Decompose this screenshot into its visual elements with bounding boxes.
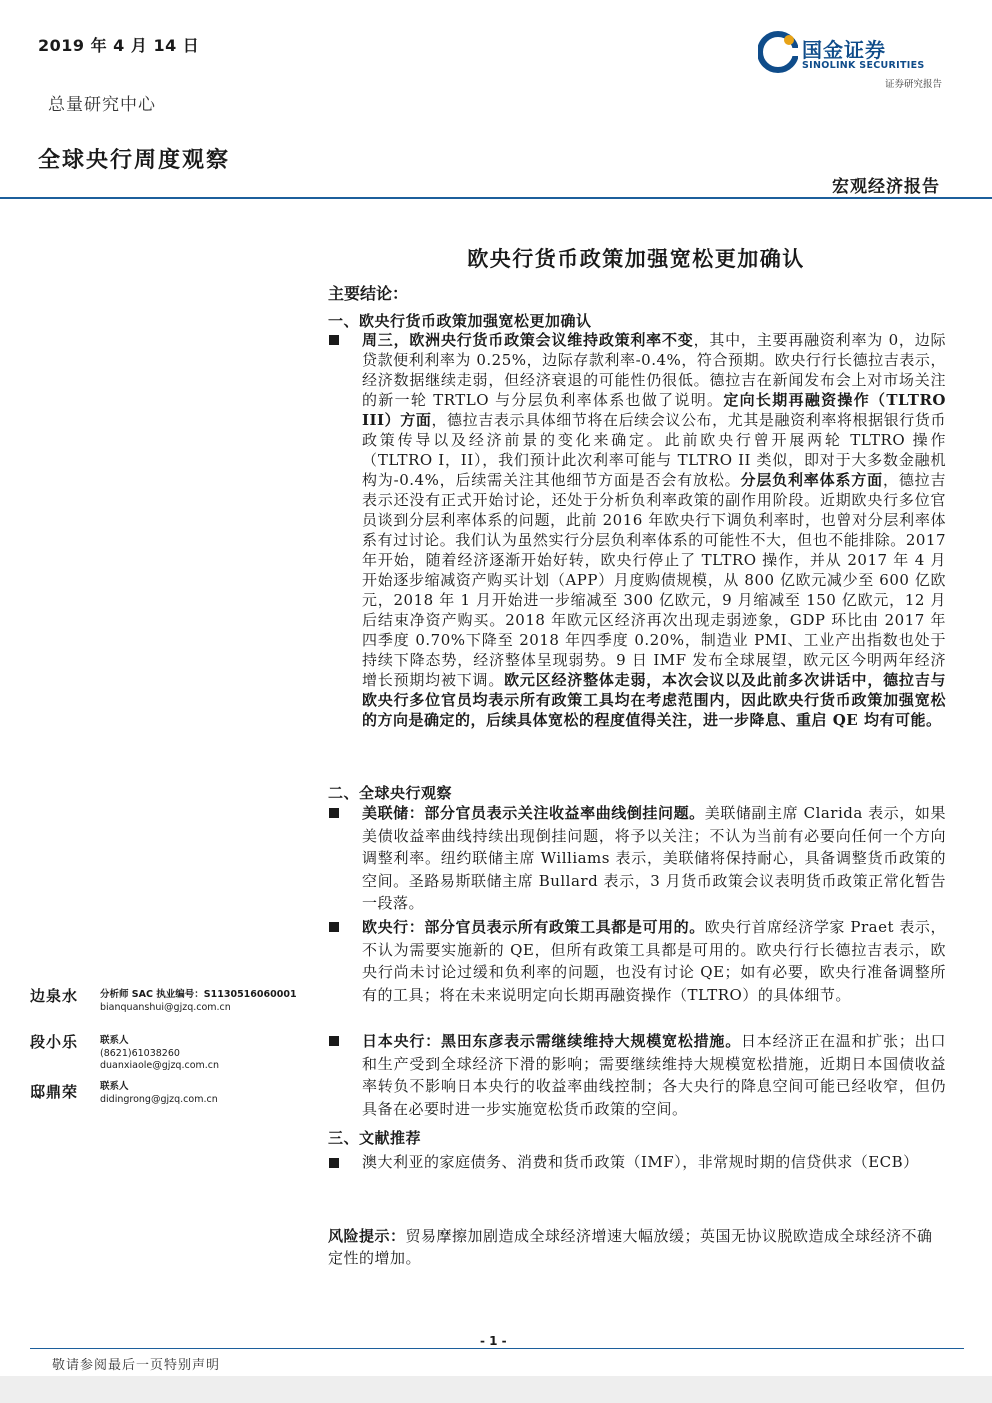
bullet-square-icon: [329, 808, 339, 818]
para-text: 美联储副主席 Clarida 表示，如果美债收益率曲线持续出现倒挂问题，将予以关注；不认为当前有必要向任何一个方向调整利率。纽约联储主席 Williams 表示，美联储将保持耐心，具备调整货币政策的空间。圣路易斯联储主席 Bullard 表示，3 月货币政策会议表明货币政策正常化暂告一段落。: [362, 804, 946, 912]
disclaimer-text: 敬请参阅最后一页特别声明: [52, 1358, 221, 1373]
bullet-square-icon: [329, 1158, 339, 1168]
logo-mark-icon: [758, 30, 798, 74]
para-text: 日本经济正在温和扩张；出口和生产受到全球经济下滑的影响；需要继续维持大规模宽松措施，近期日本国债收益率转负不影响日本央行的收益率曲线控制；各大央行的降息空间可能已经收窄，但仍具备在必要时进一步实施宽松货币政策的空间。: [362, 1032, 946, 1118]
para-emphasis: 定向长期再融资操作（TLTRO III）方面: [362, 391, 946, 429]
series-title: 全球央行周度观察: [38, 147, 231, 173]
para-lead: 周三，欧洲央行货币政策会议维持政策利率不变: [362, 331, 694, 349]
bullet-square-icon: [329, 335, 339, 345]
author-email: bianquanshui@gjzq.com.cn: [100, 1001, 231, 1013]
boj-paragraph: [362, 1030, 946, 1120]
para-emphasis: 分层负利率体系方面: [740, 471, 883, 489]
department: 总量研究中心: [48, 95, 156, 115]
author-role: 联系人: [100, 1081, 129, 1092]
header-divider: [0, 197, 992, 199]
author-name: 段小乐: [30, 1033, 79, 1051]
report-date: 2019 年 4 月 14 日: [38, 36, 200, 55]
author-email: didingrong@gjzq.com.cn: [100, 1093, 218, 1105]
footer-divider: [30, 1348, 964, 1349]
author-contact: [100, 1035, 219, 1073]
company-logo: [758, 30, 948, 92]
author-name: 边泉水: [30, 987, 79, 1005]
author-role: 分析师 SAC 执业编号：: [100, 989, 204, 1000]
section-1-paragraph: [362, 330, 946, 730]
para-lead: 欧央行：部分官员表示所有政策工具都是可用的。: [362, 918, 705, 936]
para-text: 欧央行首席经济学家 Praet 表示，不认为需要实施新的 QE，但所有政策工具都是可用的。欧央行行长德拉吉表示，欧央行尚未讨论过缓和负利率的问题，也没有讨论 QE；如有必要，欧央行准备调整所有的工具；将在未来说明定向长期再融资操作（TLTRO）的具体细节。: [362, 918, 946, 1004]
section-heading: 二、全球央行观察: [328, 784, 453, 802]
author-sac-number: S1130516060001: [203, 989, 297, 1000]
author-name: 邸鼎荣: [30, 1083, 79, 1101]
para-lead: 美联储：部分官员表示关注收益率曲线倒挂问题。: [362, 804, 705, 822]
conclusion-label: 主要结论：: [328, 284, 409, 303]
risk-note: [328, 1225, 946, 1269]
author-contact: [100, 1081, 218, 1106]
para-text: ，其中，主要再融资利率为 0，边际贷款便利利率为 0.25%，边际存款利率-0.4%，符合预期。欧央行行长德拉吉表示，经济数据继续走弱，但经济衰退的可能性仍很低。德拉吉在新闻发布会上对市场关注的新一轮 TRTLO 与分层负利率体系也做了说明。: [362, 331, 946, 409]
bullet-square-icon: [329, 922, 339, 932]
logo-subtitle: 证券研究报告: [884, 79, 942, 90]
section-heading: 三、文献推荐: [328, 1129, 422, 1147]
literature-paragraph: [362, 1151, 952, 1174]
para-lead: 日本央行：黑田东彦表示需继续维持大规模宽松措施。: [362, 1032, 741, 1050]
page-number: - 1 -: [480, 1334, 507, 1348]
logo-text-cn: 国金证券: [802, 38, 886, 62]
report-type: 宏观经济报告: [832, 177, 940, 197]
report-title: 欧央行货币政策加强宽松更加确认: [467, 246, 805, 271]
author-contact: [100, 989, 297, 1014]
logo-text-en: SINOLINK SECURITIES: [802, 60, 925, 71]
section-heading: 一、欧央行货币政策加强宽松更加确认: [328, 312, 592, 330]
ecb-paragraph: [362, 916, 946, 1006]
fed-paragraph: [362, 802, 946, 915]
para-text: ，德拉吉表示具体细节将在后续会议公布，尤其是融资利率将根据银行货币政策传导以及经济前景的变化来确定。此前欧央行曾开展两轮 TLTRO 操作（TLTRO I，II），我们预计此次利率可能与 TLTRO II 类似，即对于大多数金融机构为-0.4%，后续需关注其他细节方面是否会有放松。: [362, 411, 946, 489]
para-text: ，德拉吉表示还没有正式开始讨论，还处于分析负利率政策的副作用阶段。近期欧央行多位官员谈到分层利率体系的问题，此前 2016 年欧央行下调负利率时，也曾对分层利率体系有过讨论。我们认为虽然实行分层负利率体系的可能性不大，但也不能排除。2017 年开始，随着经济逐渐开始好转，欧央行停止了 TLTRO 操作，并从 2017 年 4 月开始逐步缩减资产购买计划（APP）月度购债规模，从 800 亿欧元减少至 600 亿欧元，2018 年 1 月开始进一步缩减至 300 亿欧元，9 月缩减至 150 亿欧元，12 月后结束净资产购买。2018 年欧元区经济再次出现走弱迹象，GDP 环比由 2017 年四季度 0.70%下降至 2018 年四季度 0.20%，制造业 PMI、工业产出指数也处于持续下降态势，经济整体呈现弱势。9 日 IMF 发布全球展望，欧元区今明两年经济增长预期均被下调。: [362, 471, 946, 689]
para-text: 澳大利亚的家庭债务、消费和货币政策（IMF），非常规时期的信贷供求（ECB）: [362, 1153, 919, 1171]
risk-text: 贸易摩擦加剧造成全球经济增速大幅放缓；英国无协议脱欧造成全球经济不确定性的增加。: [328, 1227, 933, 1267]
para-emphasis: 欧元区经济整体走弱，本次会议以及此前多次讲话中，德拉吉与欧央行多位官员均表示所有政策工具均在考虑范围内，因此欧央行货币政策加强宽松的方向是确定的，后续具体宽松的程度值得关注，进一步降息、重启 QE 均有可能。: [362, 671, 946, 729]
bullet-square-icon: [329, 1036, 339, 1046]
risk-label: 风险提示：: [328, 1227, 406, 1245]
author-role: 联系人: [100, 1035, 129, 1046]
author-phone: (8621)61038260: [100, 1047, 180, 1059]
footer-band: [0, 1376, 992, 1403]
author-email: duanxiaole@gjzq.com.cn: [100, 1060, 220, 1071]
